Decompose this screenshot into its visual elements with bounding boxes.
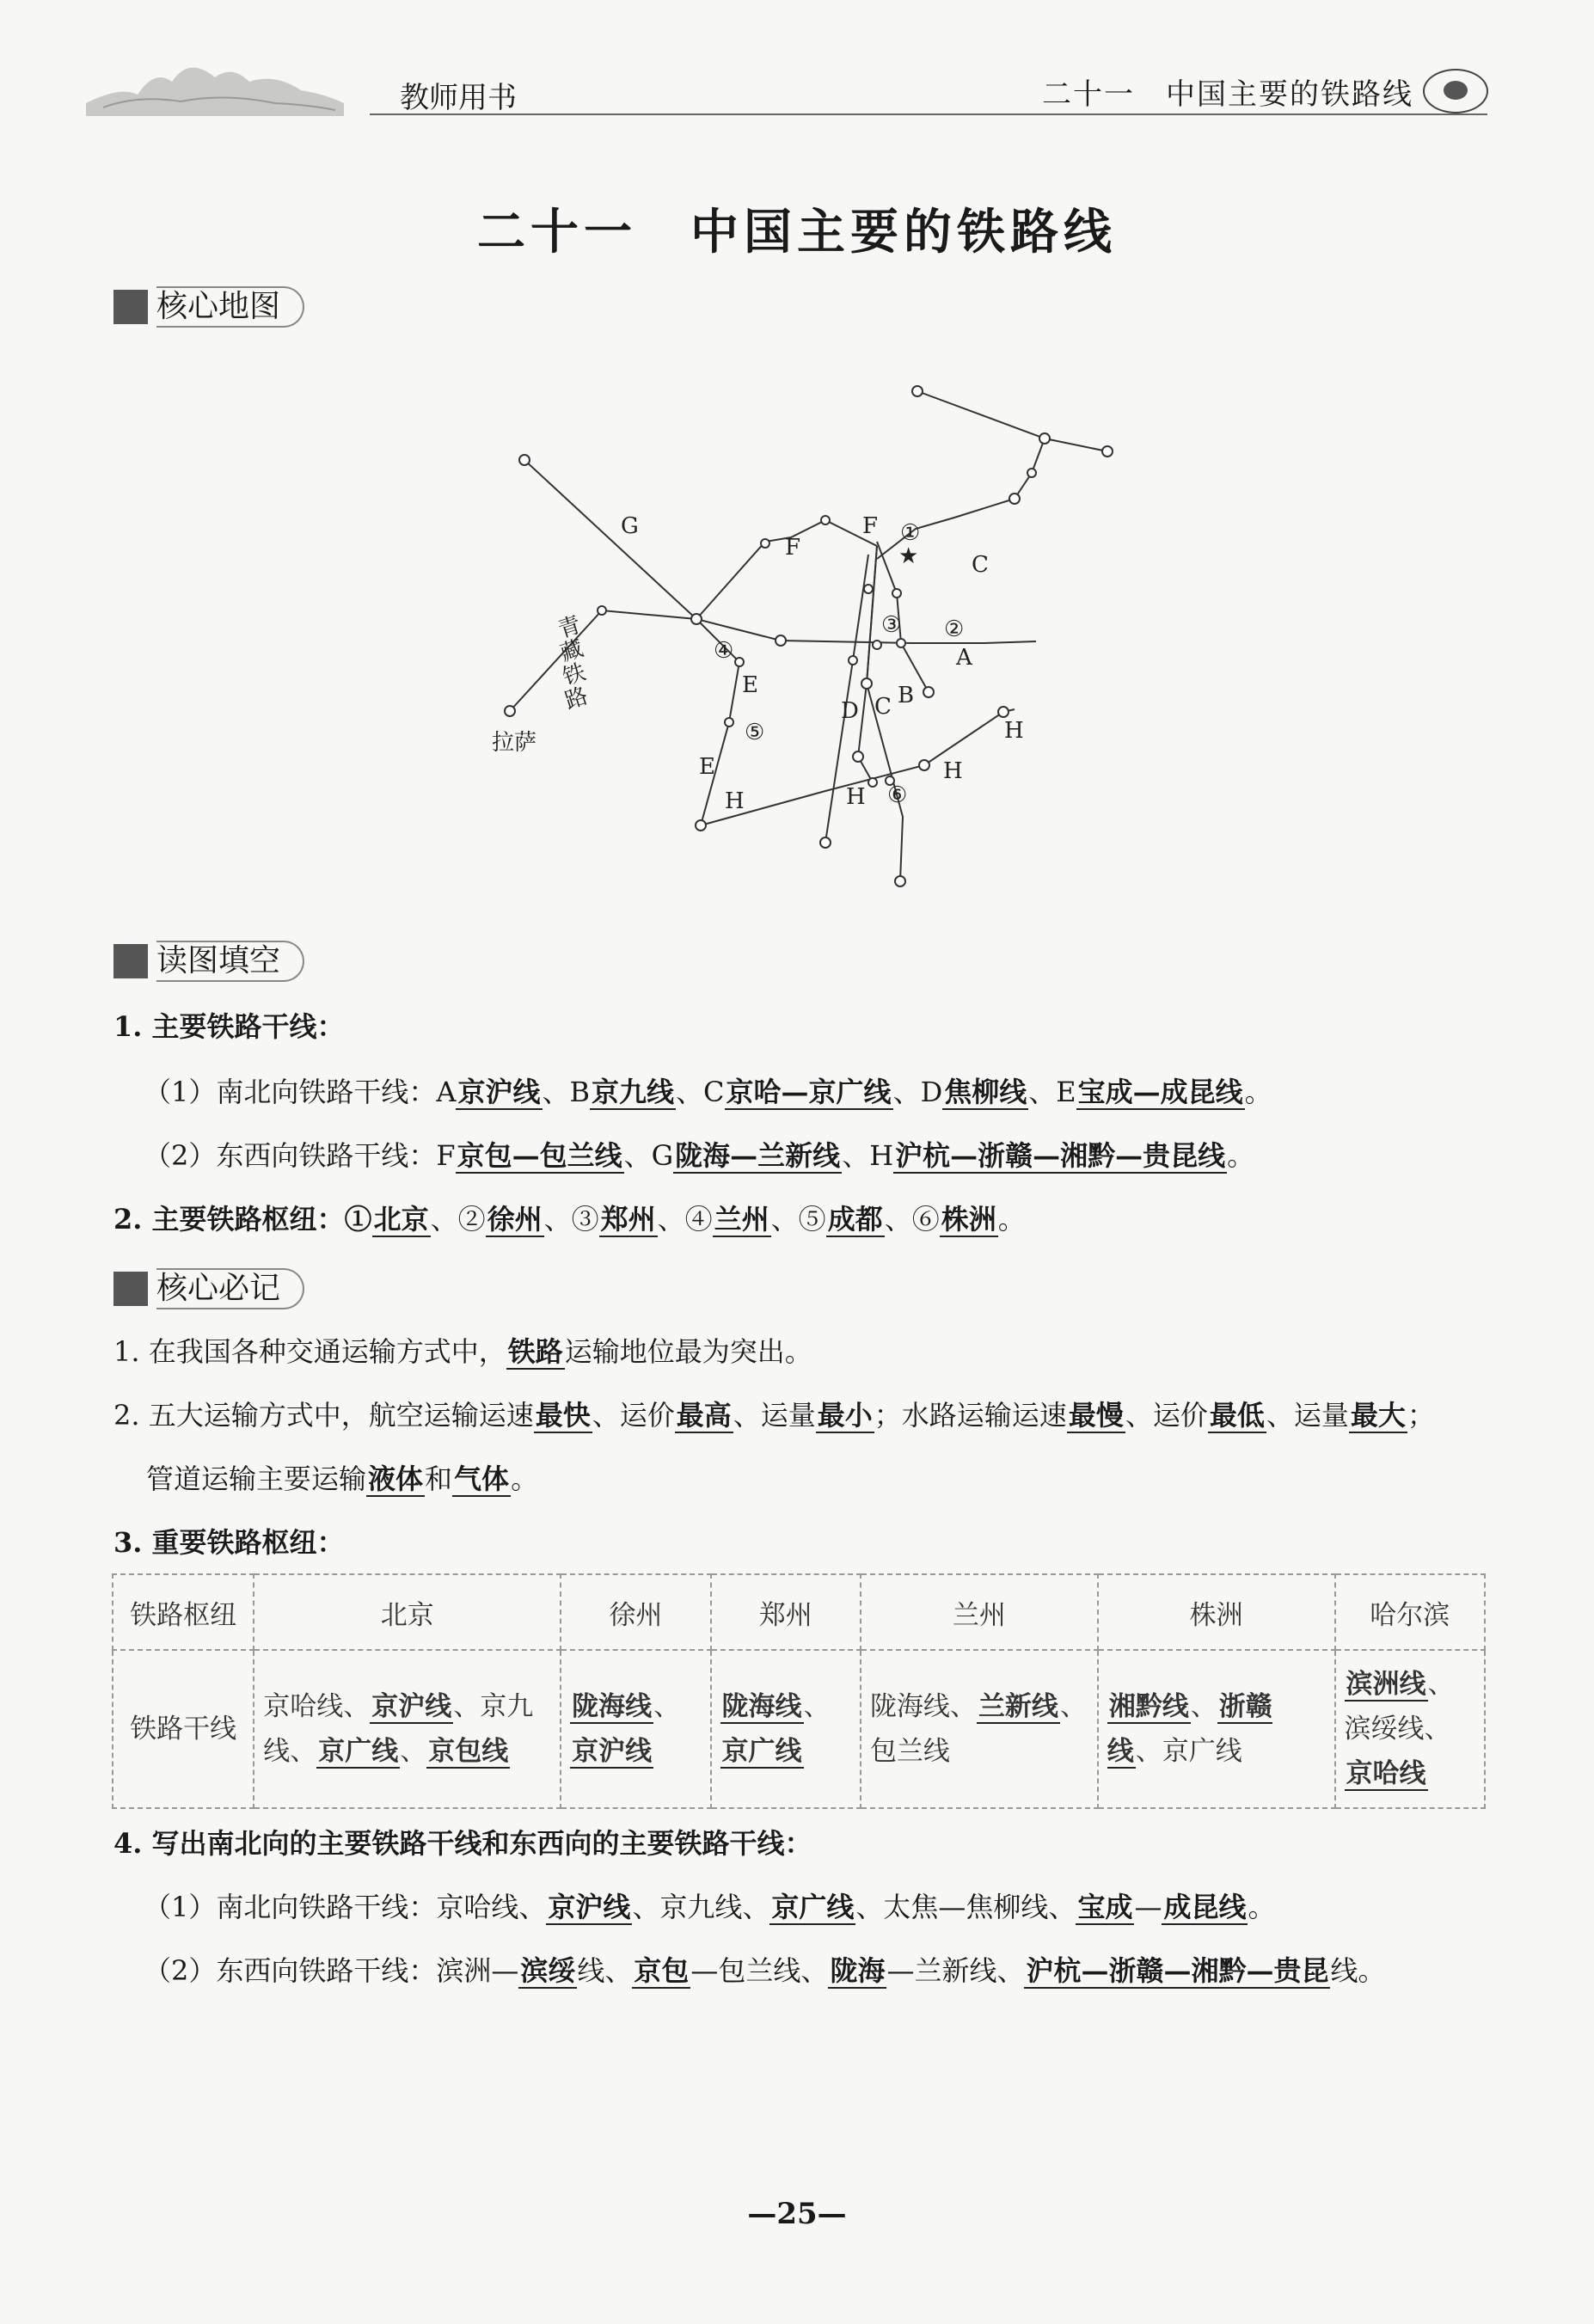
- map-label-tie: 铁: [559, 659, 589, 691]
- section-marker-icon: [113, 944, 148, 978]
- map-label-h3: H: [943, 758, 963, 784]
- section-heading-label: 核心必记: [156, 1268, 304, 1309]
- header-right-label: 二十一 中国主要的铁路线: [1042, 77, 1413, 112]
- memo-4-1: （1）南北向铁路干线：京哈线、京沪线、京九线、京广线、太焦—焦柳线、宝成—成昆线。: [144, 1891, 1276, 1923]
- section-marker-icon: [113, 290, 148, 324]
- map-hub-2: ②: [944, 616, 965, 642]
- table-cell: 徐州: [561, 1574, 710, 1650]
- table-cell: 北京: [254, 1574, 561, 1650]
- section-heading-label: 核心地图: [156, 286, 304, 328]
- memo-4-2: （2）东西向铁路干线：滨洲—滨绥线、京包—包兰线、陇海—兰新线、沪杭—浙赣—湘黔—贵昆线。: [144, 1954, 1386, 1987]
- section-marker-icon: [113, 1272, 148, 1306]
- section-heading-fill: [113, 941, 304, 981]
- table-row: [113, 1574, 1485, 1650]
- svg-text:★: ★: [898, 543, 919, 569]
- fill-q1-2: （2）东西向铁路干线：F京包—包兰线、G陇海—兰新线、H沪杭—浙赣—湘黔—贵昆线。: [144, 1139, 1255, 1172]
- memo-2-line2: 管道运输主要运输液体和气体。: [146, 1462, 539, 1495]
- memo-3: 3. 重要铁路枢纽：: [113, 1526, 345, 1559]
- map-label-e1: E: [742, 672, 758, 698]
- publisher-logo-icon: [1423, 69, 1488, 113]
- railway-map: [481, 361, 1135, 911]
- map-label-e2: E: [699, 754, 715, 780]
- mountain-decoration-icon: [86, 34, 344, 120]
- table-cell: 铁路枢纽: [113, 1574, 254, 1650]
- map-label-f1: F: [785, 535, 801, 561]
- map-label-h4: H: [1004, 718, 1024, 744]
- table-cell: 兰州: [861, 1574, 1098, 1650]
- map-label-zang: 藏: [557, 635, 587, 667]
- map-hub-4: ④: [714, 638, 734, 664]
- map-label-h1: H: [725, 788, 745, 814]
- map-label-d: D: [841, 698, 859, 724]
- map-label-lu: 路: [561, 683, 592, 714]
- memo-1: 1. 在我国各种交通运输方式中，铁路运输地位最为突出。: [113, 1335, 812, 1368]
- memo-2-line1: 2. 五大运输方式中，航空运输运速最快、运价最高、运量最小；水路运输运速最慢、运价最低、运量最大；: [113, 1399, 1435, 1432]
- table-cell-beijing: 京哈线、京沪线、京九线、京广线、京包线: [254, 1650, 561, 1808]
- map-label-c2: C: [874, 694, 892, 720]
- table-cell-lanzhou: 陇海线、兰新线、包兰线: [861, 1650, 1098, 1808]
- map-label-g: G: [621, 513, 639, 539]
- table-row: [113, 1650, 1485, 1808]
- railway-hub-table: [112, 1573, 1486, 1809]
- memo-4: 4. 写出南北向的主要铁路干线和东西向的主要铁路干线：: [113, 1827, 812, 1860]
- map-hub-5: ⑤: [745, 720, 765, 745]
- table-cell-zhuzhou: 湘黔线、浙赣线、京广线: [1098, 1650, 1335, 1808]
- page-title: 二十一 中国主要的铁路线: [477, 204, 1117, 261]
- section-heading-label: 读图填空: [156, 941, 304, 982]
- table-cell: 株洲: [1098, 1574, 1335, 1650]
- fill-q1-1: （1）南北向铁路干线：A京沪线、B京九线、C京哈—京广线、D焦柳线、E宝成—成昆线。: [144, 1076, 1272, 1108]
- table-cell: 哈尔滨: [1335, 1574, 1485, 1650]
- table-cell-xuzhou: 陇海线、 京沪线: [561, 1650, 710, 1808]
- map-label-qing: 青: [555, 611, 585, 644]
- table-cell: 郑州: [711, 1574, 861, 1650]
- fill-q1: 1. 主要铁路干线：: [113, 1010, 345, 1043]
- section-heading-map: [113, 287, 304, 327]
- table-cell-harbin: 滨洲线、滨绥线、京哈线: [1335, 1650, 1485, 1808]
- fill-q2: 2. 主要铁路枢纽：①北京、②徐州、③郑州、④兰州、⑤成都、⑥株洲。: [113, 1203, 1026, 1236]
- map-label-b: B: [898, 683, 915, 708]
- map-hub-3: ③: [881, 612, 902, 638]
- table-cell-zhengzhou: 陇海线、 京广线: [711, 1650, 861, 1808]
- map-label-lhasa: 拉萨: [492, 730, 537, 756]
- header-rule: [370, 113, 1487, 115]
- section-heading-memo: [113, 1269, 304, 1309]
- map-label-c1: C: [972, 552, 989, 578]
- map-hub-1: ①: [900, 520, 921, 546]
- map-hub-6: ⑥: [887, 782, 908, 808]
- map-label-a: A: [956, 645, 972, 671]
- map-label-h2: H: [846, 784, 866, 810]
- map-label-f2: F: [862, 513, 879, 539]
- header-left-label: 教师用书: [400, 81, 517, 115]
- table-cell: 铁路干线: [113, 1650, 254, 1808]
- page-number: —25—: [747, 2197, 847, 2231]
